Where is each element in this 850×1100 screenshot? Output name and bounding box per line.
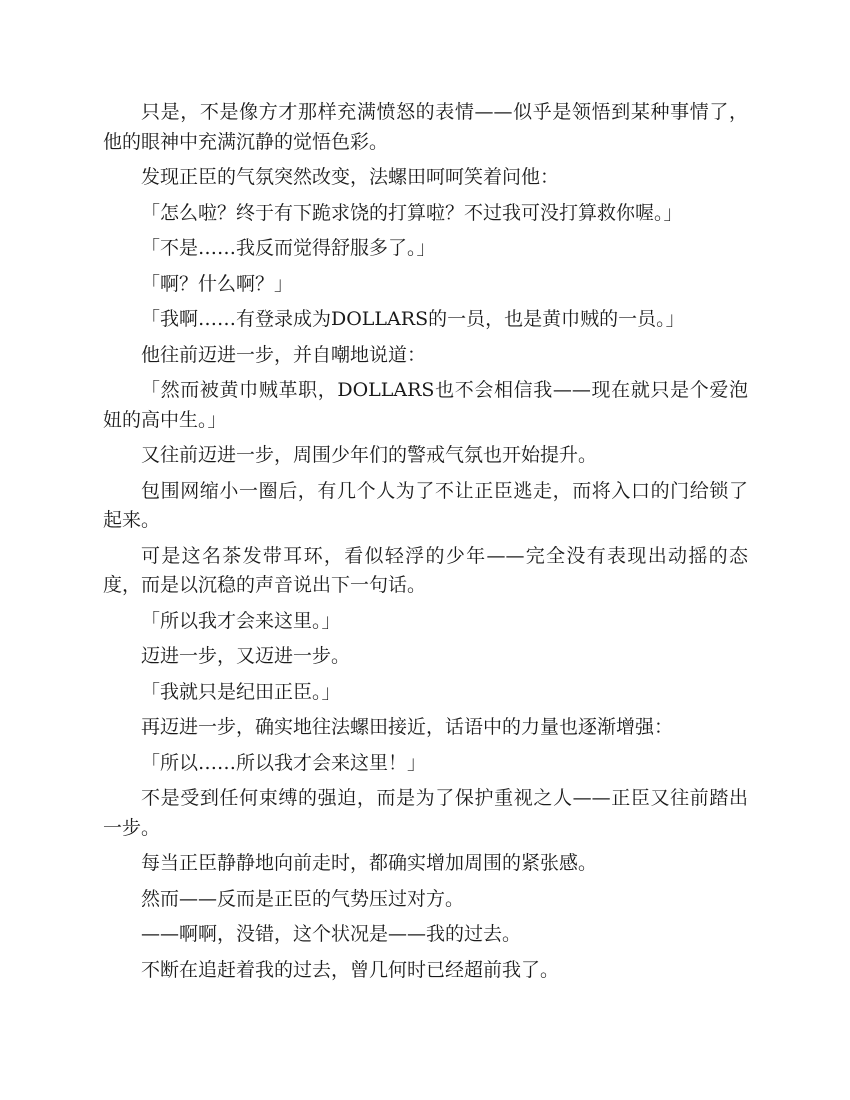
paragraph: 迈进一步，又迈进一步。 [141,645,351,667]
document-body [103,98,748,991]
paragraph: 只是，不是像方才那样充满愤怒的表情——似乎是领悟到某种事情了，他的眼神中充满沉静的觉悟色彩。 [103,101,748,153]
paragraph: 然而——反而是正臣的气势压过对方。 [141,887,465,910]
paragraph: 「我啊……有登录成为DOLLARS的一员，也是黄巾贼的一员。」 [141,308,685,330]
paragraph: 再迈进一步，确实地往法螺田接近，话语中的力量也逐渐增强： [141,716,674,738]
paragraph: 他往前迈进一步，并自嘲地说道： [141,343,427,366]
paragraph: 不断在追赶着我的过去，曾几何时已经超前我了。 [141,958,560,981]
paragraph: 可是这名茶发带耳环，看似轻浮的少年——完全没有表现出动摇的态度，而是以沉稳的声音说出下一句话。 [103,544,748,596]
paragraph: 「所以我才会来这里。」 [141,609,341,632]
paragraph: 不是受到任何束缚的强迫，而是为了保护重视之人——正臣又往前踏出一步。 [103,787,748,839]
paragraph: 「怎么啦？终于有下跪求饶的打算啦？不过我可没打算救你喔。」 [141,201,683,224]
paragraph: 发现正臣的气氛突然改变，法螺田呵呵笑着问他： [141,166,560,188]
paragraph: 又往前迈进一步，周围少年们的警戒气氛也开始提升。 [141,444,598,466]
paragraph: 「不是……我反而觉得舒服多了。」 [141,237,436,259]
paragraph: 「我就只是纪田正臣。」 [141,680,341,703]
paragraph: 「所以……所以我才会来这里！」 [141,751,427,774]
paragraph: 包围网缩小一圈后，有几个人为了不让正臣逃走，而将入口的门给锁了起来。 [103,479,748,531]
paragraph: 每当正臣静静地向前走时，都确实增加周围的紧张感。 [141,852,598,874]
paragraph: 「啊？什么啊？」 [141,272,294,295]
paragraph: ——啊啊，没错，这个状况是——我的过去。 [141,923,522,945]
paragraph: 「然而被黄巾贼革职，DOLLARS也不会相信我——现在就只是个爱泡妞的高中生。」 [103,379,748,431]
